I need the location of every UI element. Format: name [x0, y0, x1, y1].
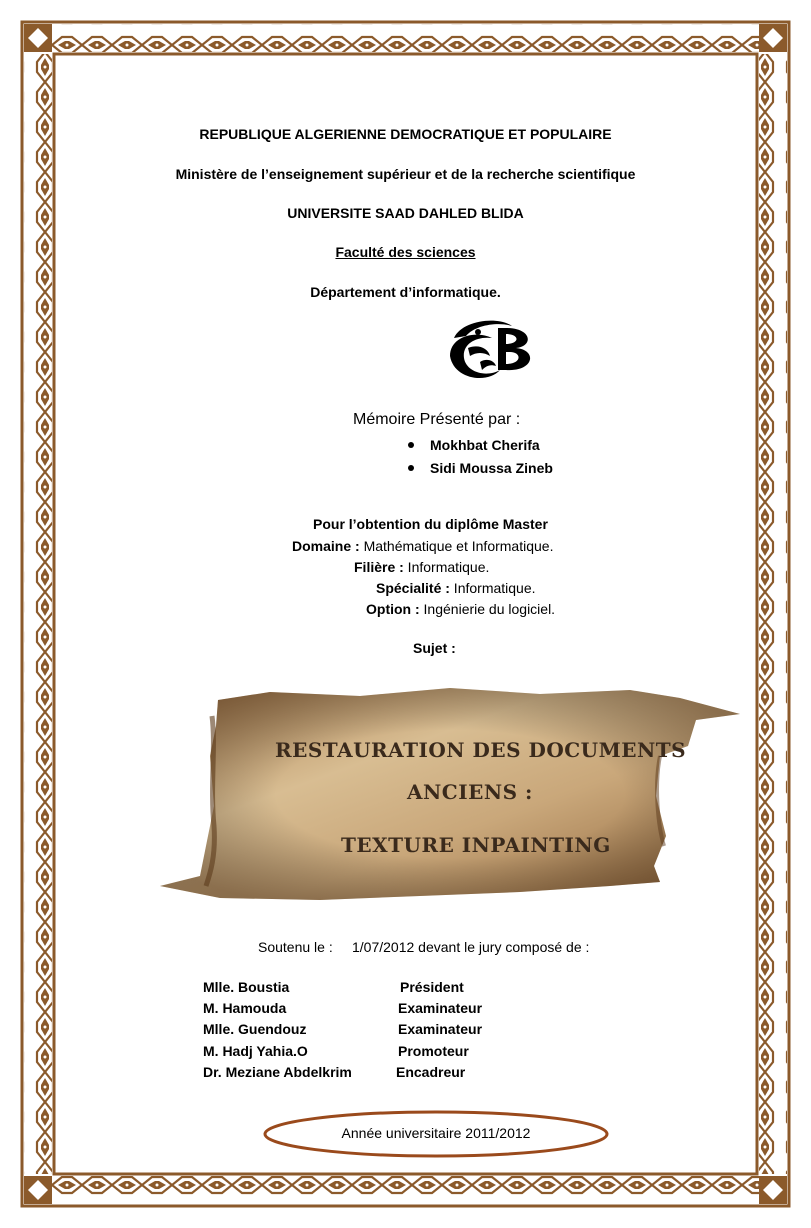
author-name: Mokhbat Cherifa	[430, 437, 540, 453]
diploma-obtention: Pour l’obtention du diplôme Master	[313, 516, 548, 532]
defense-date: 1/07/2012 devant le jury composé de :	[352, 939, 590, 955]
specialite-label: Spécialité :	[376, 580, 450, 596]
jury-member-name: M. Hamouda	[203, 1000, 287, 1016]
jury-member-role: Examinateur	[398, 1021, 483, 1037]
university-logo	[440, 314, 540, 384]
jury-member-role: Examinateur	[398, 1000, 483, 1016]
academic-year: Année universitaire 2011/2012	[341, 1125, 531, 1141]
author-item	[408, 460, 553, 476]
option-label: Option :	[366, 601, 420, 617]
option-value: Ingénierie du logiciel.	[419, 601, 556, 617]
filiere-line	[354, 559, 489, 575]
author-item	[408, 437, 540, 453]
filiere-label: Filière :	[354, 559, 404, 575]
subject-line-1: RESTAURATION DES DOCUMENTS	[275, 738, 687, 762]
jury-member-name: Mlle. Boustia	[203, 979, 290, 995]
ministry-title: Ministère de l’enseignement supérieur et de la recherche scientifique	[175, 166, 636, 182]
department-name: Département d’informatique.	[310, 284, 501, 300]
soutenu-label: Soutenu le :	[258, 939, 333, 955]
domaine-line	[292, 538, 553, 554]
bullet-icon	[408, 465, 414, 471]
sujet-label: Sujet :	[413, 640, 456, 656]
domaine-value: Mathématique et Informatique.	[359, 538, 554, 554]
jury-member-role: Président	[400, 979, 464, 995]
author-name: Sidi Moussa Zineb	[430, 460, 553, 476]
republic-title: REPUBLIQUE ALGERIENNE DEMOCRATIQUE ET POPULAIRE	[199, 126, 612, 142]
university-name: UNIVERSITE SAAD DAHLED BLIDA	[287, 205, 524, 221]
faculty-name: Faculté des sciences	[335, 244, 476, 260]
subject-line-3: TEXTURE INPAINTING	[341, 833, 611, 857]
subject-line-2: ANCIENS :	[407, 780, 533, 804]
jury-member-name: Mlle. Guendouz	[203, 1021, 307, 1037]
jury-member-role: Promoteur	[398, 1043, 469, 1059]
bullet-icon	[408, 442, 414, 448]
presented-by-label: Mémoire Présenté par :	[353, 411, 521, 428]
filiere-value: Informatique.	[403, 559, 490, 575]
jury-member-name: Dr. Meziane Abdelkrim	[203, 1064, 352, 1080]
jury-member-name: M. Hadj Yahia.O	[203, 1043, 308, 1059]
jury-member-role: Encadreur	[396, 1064, 466, 1080]
domaine-label: Domaine :	[292, 538, 360, 554]
specialite-value: Informatique.	[449, 580, 536, 596]
specialite-line	[376, 580, 536, 596]
option-line	[366, 601, 555, 617]
